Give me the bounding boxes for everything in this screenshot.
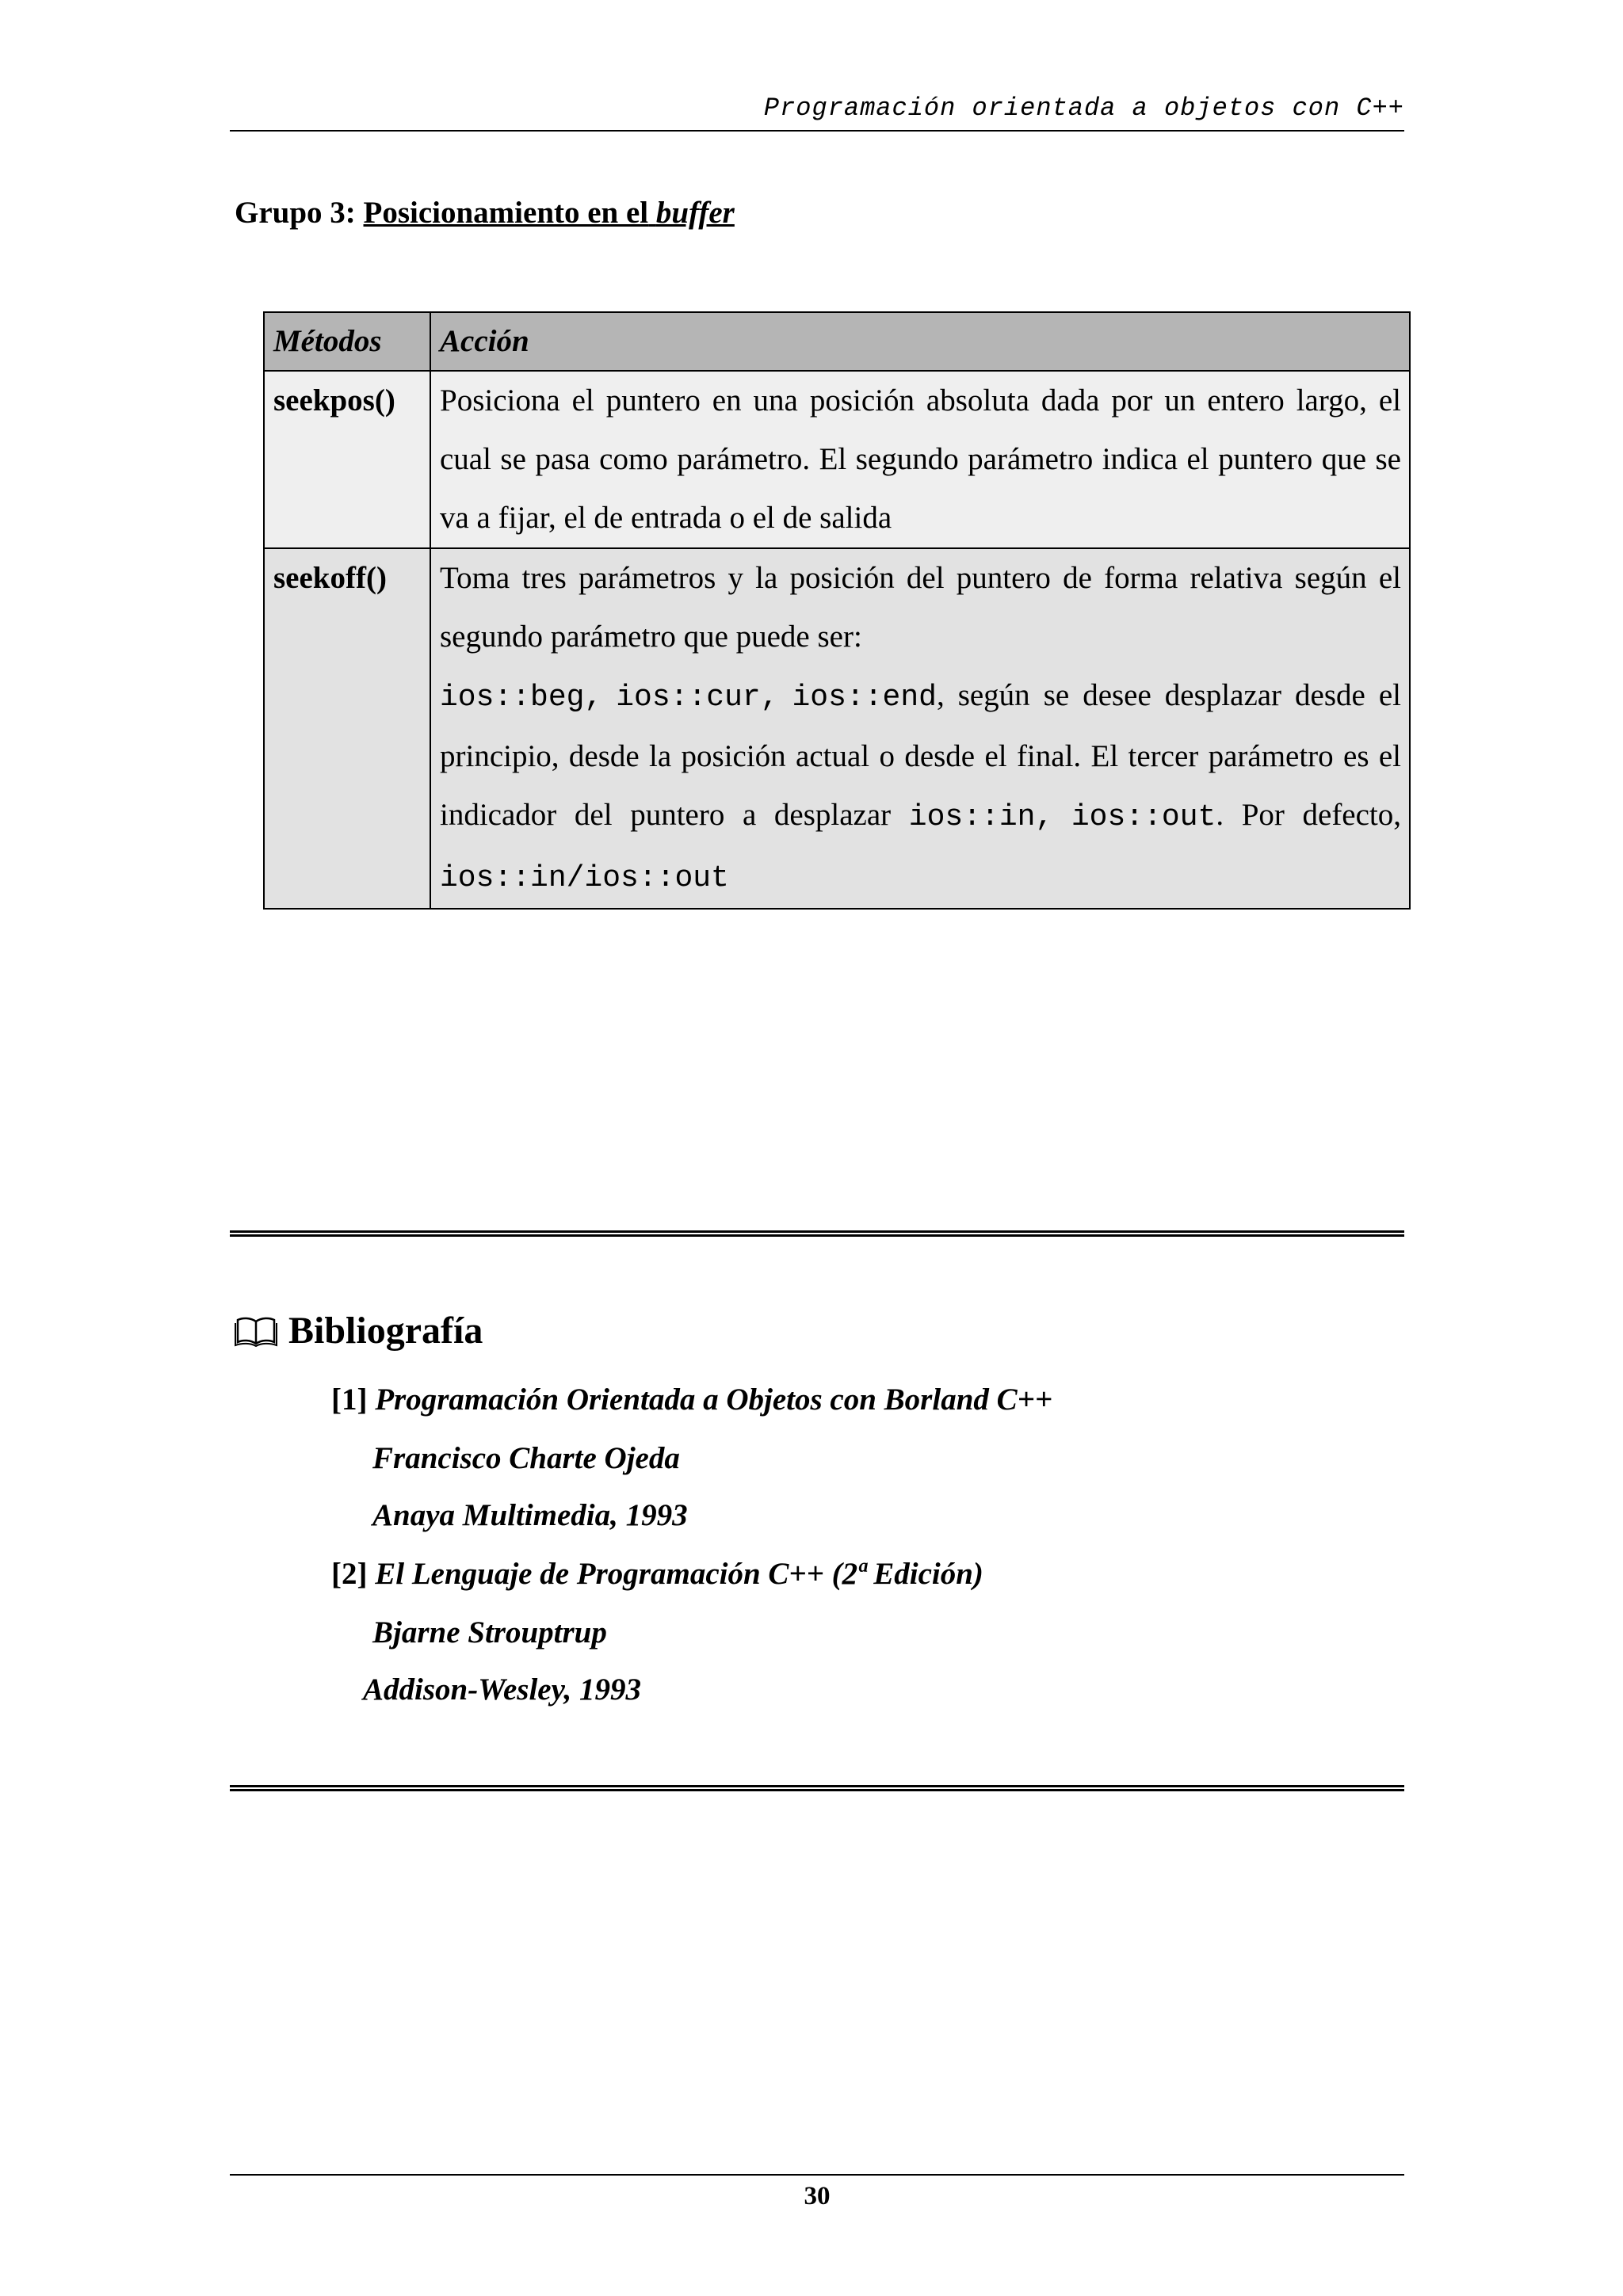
running-header xyxy=(230,93,1404,132)
section-title xyxy=(235,195,735,231)
method-action: Posiciona el puntero en una posición absoluta dada por un entero largo, el cual se pasa como parámetro. El segundo parámetro indica el puntero que se va a fijar, el de entrada o el de salida xyxy=(430,371,1410,548)
code-ios-cur: ios::cur, xyxy=(616,681,779,715)
code-ios-out: ios::out xyxy=(1071,800,1216,834)
method-name: seekoff() xyxy=(264,548,430,909)
table-header-row xyxy=(264,312,1410,371)
methods-table xyxy=(263,311,1411,910)
header-action: Acción xyxy=(430,312,1410,371)
header-methods: Métodos xyxy=(264,312,430,371)
bib-entry-1-publisher: Anaya Multimedia, 1993 xyxy=(372,1498,688,1532)
section-title-text: Posicionamiento en el buffer xyxy=(363,196,735,230)
book-icon xyxy=(235,1315,277,1347)
running-title: Programación orientada a objetos con C++ xyxy=(763,93,1404,123)
page-number: 30 xyxy=(804,2182,831,2210)
method-name: seekpos() xyxy=(264,371,430,548)
method-action: Toma tres parámetros y la posición del puntero de forma relativa según el segundo parámetro que puede ser: ios::beg, ios::cur, ios::end, según se desee desplazar desde el principio, desde la posición actual o desde el final. El tercer parámetro es el indicador del puntero a desplazar ios::in, ios::out. Por defecto, ios::in/ios::out xyxy=(430,548,1410,909)
bib-entry-2-author: Bjarne Strouptrup xyxy=(372,1615,607,1650)
section-title-italic: buffer xyxy=(655,196,735,230)
section-divider-bottom xyxy=(230,1785,1404,1791)
bib-entry-1-title: [1] Programación Orientada a Objetos con Borland C++ xyxy=(331,1383,1053,1417)
section-divider-top xyxy=(230,1230,1404,1237)
bib-number: [2] xyxy=(331,1557,368,1591)
bib-number: [1] xyxy=(331,1383,368,1417)
bibliography-heading xyxy=(235,1309,483,1352)
bib-entry-1-author: Francisco Charte Ojeda xyxy=(372,1441,680,1475)
table-row xyxy=(264,548,1410,909)
code-default: ios::in/ios::out xyxy=(440,861,729,895)
code-ios-beg: ios::beg, xyxy=(440,681,603,715)
bibliography-title: Bibliografía xyxy=(288,1310,483,1352)
bib-entry-2-publisher: Addison-Wesley, 1993 xyxy=(363,1672,641,1707)
bib-entry-2-title: [2] El Lenguaje de Programación C++ (2ª Edición) xyxy=(331,1557,983,1591)
table-row xyxy=(264,371,1410,548)
section-prefix: Grupo 3: xyxy=(235,196,356,230)
code-ios-in: ios::in, xyxy=(908,800,1054,834)
page-footer xyxy=(230,2174,1404,2211)
code-ios-end: ios::end xyxy=(792,681,937,715)
